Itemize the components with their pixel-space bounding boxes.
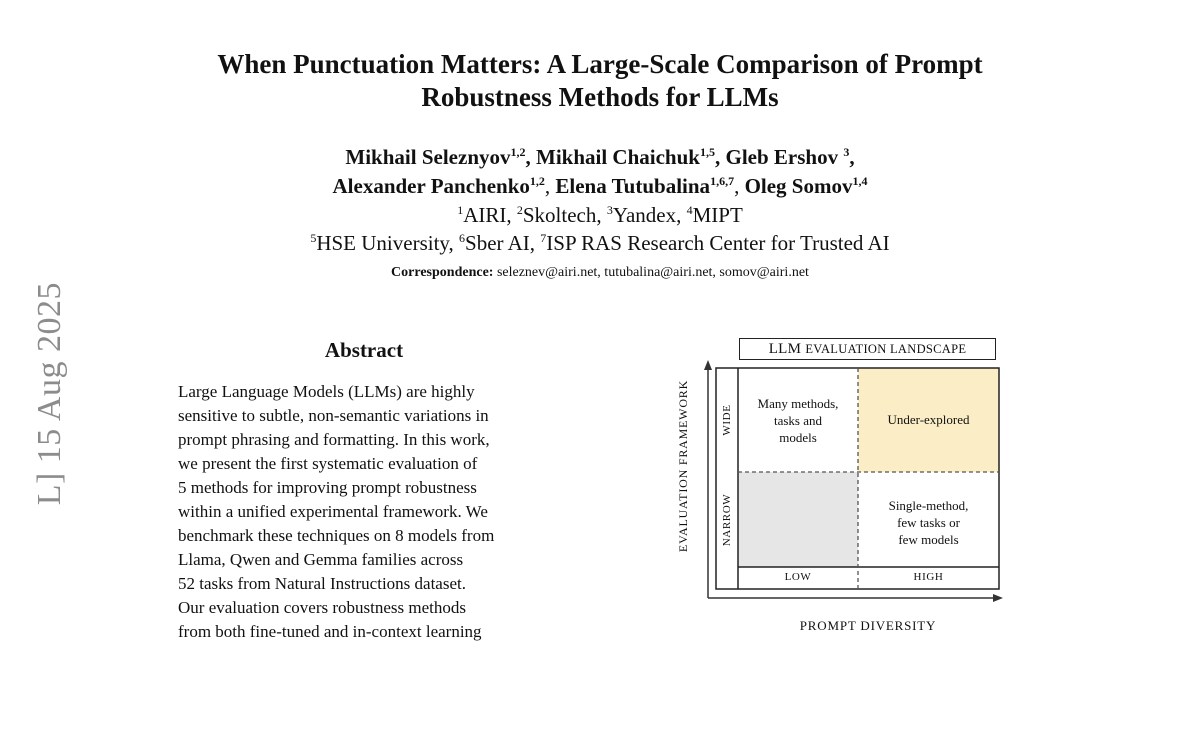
figure-title [739,338,996,360]
affiliation-name: Yandex [612,203,677,227]
author-name: Gleb Ershov [725,145,844,169]
author-affiliation-marker: 1,6,7 [710,174,735,188]
cell-text-line: few models [898,532,959,547]
author-line-1: Mikhail Seleznyov$^{1,2}$, Mikhail Chaichuk$^{1,5}$, Gleb Ershov $^3$, [345,145,855,169]
affiliation-list [150,201,1050,257]
author-name: Mikhail Seleznyov [345,145,511,169]
cell-wide-low [740,395,856,446]
cell-text-line: Many methods, [757,396,839,411]
author-line-2: Alexander Panchenko$^{1,2}$, Elena Tutubalina$^{1,6,7}$, Oleg Somov$^{1,4}$ [332,174,868,198]
affiliation-name: ISP RAS Research Center for Trusted AI [546,231,890,255]
affiliation-name: AIRI [463,203,507,227]
row-label-wide: WIDE [721,404,733,436]
correspondence-emails: seleznev@airi.net, tutubalina@airi.net, somov@airi.net [496,265,809,280]
paper-title-line-2: Robustness Methods for LLMs [421,82,779,112]
abstract-line: 52 tasks from Natural Instructions dataset. [178,574,466,593]
correspondence-label: Correspondence: [391,265,494,280]
affiliation-number: 7 [540,231,547,245]
affiliation-name: HSE University [316,231,449,255]
evaluation-landscape-figure [670,330,1010,640]
author-list [150,143,1050,201]
abstract-line: we present the first systematic evaluation of [178,454,478,473]
abstract-line: benchmark these techniques on 8 models from [178,526,495,545]
abstract-line: within a unified experimental framework. We [178,502,488,521]
author-name: Oleg Somov [744,174,853,198]
x-axis-label: PROMPT DIVERSITY [799,618,937,633]
figure-title-rest: EVALUATION LANDSCAPE [805,342,967,356]
cell-narrow-high [860,497,997,548]
author-affiliation-marker: 1,2 [510,145,526,159]
cell-text-line: Single-method, [888,498,969,513]
affiliation-number: 1 [457,203,464,217]
author-affiliation-marker: 3 [843,145,850,159]
paper-title [150,48,1050,114]
affiliation-name: Sber AI [465,231,530,255]
cell-text-line: few tasks or [897,515,960,530]
author-affiliation-marker: 1,4 [852,174,868,188]
author-affiliation-marker: 1,5 [699,145,715,159]
affiliation-name: MIPT [692,203,743,227]
abstract-heading: Abstract [324,338,404,362]
row-label-narrow: NARROW [721,493,733,547]
abstract-line: Large Language Models (LLMs) are highly [178,382,475,401]
col-label-low: LOW [784,571,812,583]
arxiv-stamp: L] 15 Aug 2025 [31,282,68,506]
abstract-body [178,380,550,644]
author-affiliation-marker: 1,2 [529,174,545,188]
y-axis-label: EVALUATION FRAMEWORK [676,379,690,553]
paper-title-line-1: When Punctuation Matters: A Large-Scale Comparison of Prompt [217,49,983,79]
abstract-line: Our evaluation covers robustness methods [178,598,466,617]
affiliation-number: 6 [459,231,466,245]
abstract-line: Llama, Qwen and Gemma families across [178,550,464,569]
x-axis-arrowhead [993,594,1003,602]
affiliation-number: 4 [686,203,693,217]
author-name: Mikhail Chaichuk [536,145,700,169]
abstract-line: 5 methods for improving prompt robustness [178,478,477,497]
affiliation-name: Skoltech [522,203,597,227]
abstract-line: prompt phrasing and formatting. In this work, [178,430,490,449]
empty-quadrant [738,472,858,567]
affiliation-number: 5 [310,231,317,245]
abstract-line: from both fine-tuned and in-context learning [178,622,482,641]
figure-title-main: LLM [768,341,802,357]
cell-wide-high: Under-explored [887,412,970,427]
abstract-line: sensitive to subtle, non-semantic variations in [178,406,489,425]
cell-text-line: tasks and [773,413,823,428]
author-name: Alexander Panchenko [332,174,530,198]
affiliation-number: 3 [606,203,613,217]
author-name: Elena Tutubalina [555,174,711,198]
affiliation-number: 2 [516,203,523,217]
y-axis-arrowhead [704,360,712,370]
col-label-high: HIGH [913,571,944,583]
affiliation-line-2: $^5$HSE University, $^6$Sber AI, $^7$ISP RAS Research Center for Trusted AI [310,231,890,255]
affiliation-line-1: $^1$AIRI, $^2$Skoltech, $^3$Yandex, $^4$MIPT [457,203,743,227]
cell-text-line: models [779,430,817,445]
correspondence [150,264,1050,282]
